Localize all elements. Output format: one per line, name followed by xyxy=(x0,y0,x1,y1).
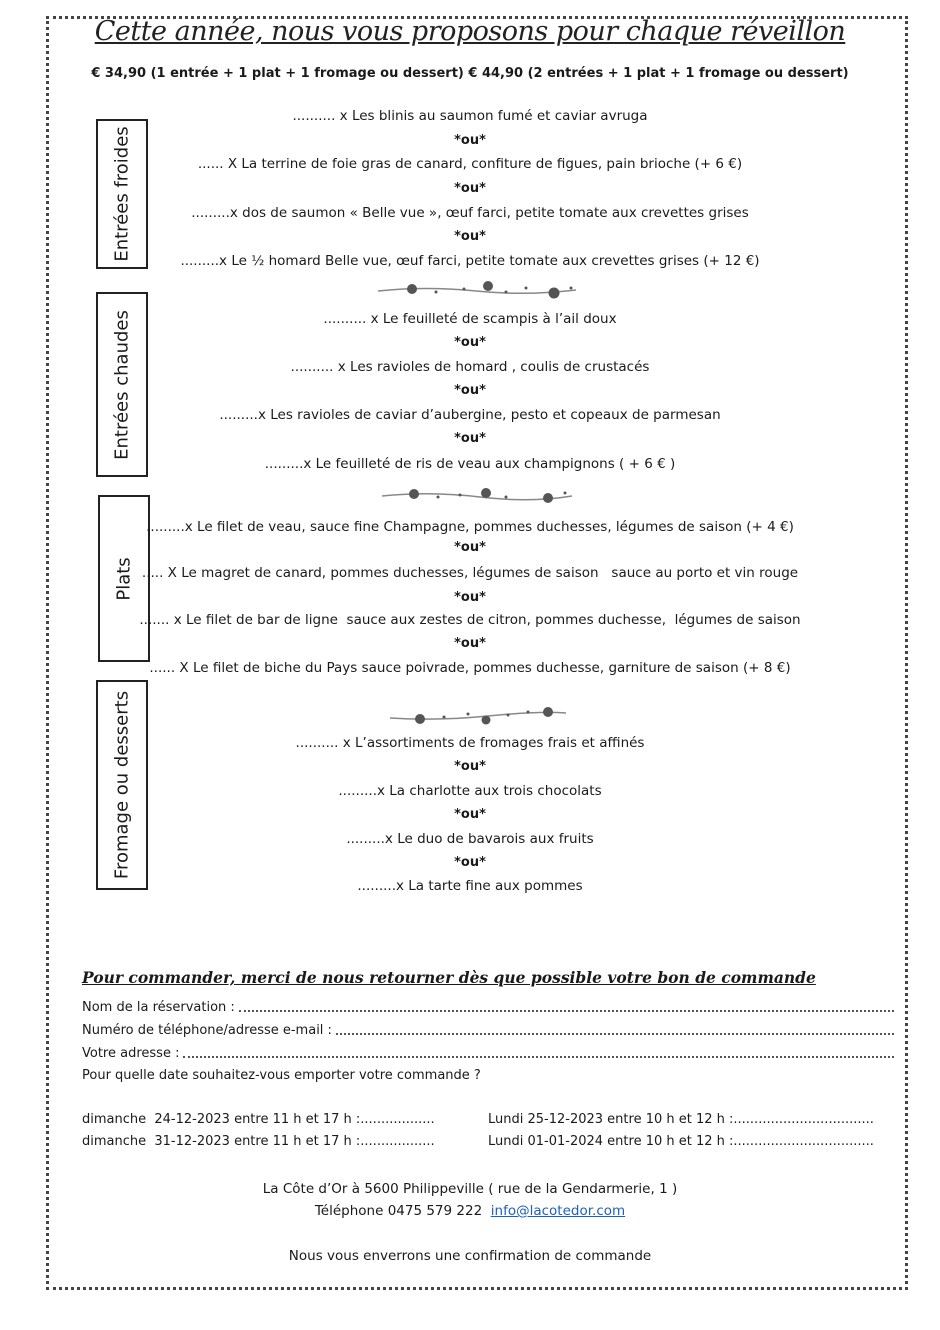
field-label: Nom de la réservation : xyxy=(82,1000,235,1015)
order-heading: Pour commander, merci de nous retourner dès que possible votre bon de commande xyxy=(82,968,816,987)
or-separator: *ou* xyxy=(454,590,486,605)
fill-line[interactable] xyxy=(336,1032,894,1035)
menu-item: ...... X Le filet de biche du Pays sauce poivrade, pommes duchesse, garniture de saison (+ 8 €) xyxy=(149,660,791,676)
or-separator: *ou* xyxy=(454,759,486,774)
menu-item: .........x La tarte fine aux pommes xyxy=(357,878,583,894)
menu-item: .........x Le duo de bavarois aux fruits xyxy=(346,831,594,847)
fill-line[interactable] xyxy=(239,1009,894,1012)
ornament-divider xyxy=(376,280,581,302)
confirmation-note: Nous vous enverrons une confirmation de commande xyxy=(288,1248,652,1264)
date-option-25-12[interactable]: Lundi 25-12-2023 entre 10 h et 12 h :.................................. xyxy=(488,1112,874,1127)
or-separator: *ou* xyxy=(454,181,486,196)
menu-item: .......... x L’assortiments de fromages frais et affinés xyxy=(295,735,645,751)
reservation-name-field[interactable] xyxy=(82,1000,894,1015)
footer-contact xyxy=(0,1203,940,1219)
or-separator: *ou* xyxy=(454,383,486,398)
ornament-divider xyxy=(388,703,568,727)
section-label-plats: Plats xyxy=(98,495,150,662)
address-field[interactable] xyxy=(82,1046,894,1061)
or-separator: *ou* xyxy=(454,335,486,350)
menu-item: .......... x Les ravioles de homard , coulis de crustacés xyxy=(290,359,650,375)
phone-text: Téléphone 0475 579 222 xyxy=(314,1203,483,1219)
section-label-entrees-chaudes: Entrées chaudes xyxy=(96,292,148,477)
date-option-24-12[interactable]: dimanche 24-12-2023 entre 11 h et 17 h :.................. xyxy=(82,1112,435,1127)
menu-item: .........x La charlotte aux trois chocolats xyxy=(338,783,602,799)
menu-item: .........x Le ½ homard Belle vue, œuf farci, petite tomate aux crevettes grises (+ 12 €) xyxy=(180,253,760,269)
menu-item: ....... x Le filet de bar de ligne sauce aux zestes de citron, pommes duchesse, légumes de saison xyxy=(139,612,801,628)
or-separator: *ou* xyxy=(454,431,486,446)
menu-item: ..... X Le magret de canard, pommes duchesses, légumes de saison sauce au porto et vin rouge xyxy=(141,565,799,581)
menu-item: .........x dos de saumon « Belle vue », œuf farci, petite tomate aux crevettes grises xyxy=(191,205,749,221)
menu-item: .......... x Le feuilleté de scampis à l’ail doux xyxy=(323,311,617,327)
menu-item: .......... x Les blinis au saumon fumé et caviar avruga xyxy=(292,108,648,124)
section-label-fromage-desserts: Fromage ou desserts xyxy=(96,680,148,890)
email-link[interactable]: info@lacotedor.com xyxy=(490,1203,626,1219)
or-separator: *ou* xyxy=(454,855,486,870)
field-label: Votre adresse : xyxy=(82,1046,180,1061)
footer-address: La Côte d’Or à 5600 Philippeville ( rue de la Gendarmerie, 1 ) xyxy=(262,1181,678,1197)
or-separator: *ou* xyxy=(454,636,486,651)
menu-item: .........x Les ravioles de caviar d’aubergine, pesto et copeaux de parmesan xyxy=(219,407,721,423)
menu-item: .........x Le filet de veau, sauce fine Champagne, pommes duchesses, légumes de saison (+ 4 €) xyxy=(146,519,794,535)
menu-item: ...... X La terrine de foie gras de canard, confiture de figues, pain brioche (+ 6 €) xyxy=(197,156,743,172)
or-separator: *ou* xyxy=(454,807,486,822)
or-separator: *ou* xyxy=(454,133,486,148)
date-option-31-12[interactable]: dimanche 31-12-2023 entre 11 h et 17 h :.................. xyxy=(82,1134,435,1149)
page-title: Cette année, nous vous proposons pour chaque réveillon xyxy=(94,16,846,47)
section-label-entrees-froides: Entrées froides xyxy=(96,119,148,269)
ornament-divider xyxy=(380,485,575,507)
or-separator: *ou* xyxy=(454,540,486,555)
or-separator: *ou* xyxy=(454,229,486,244)
fill-line[interactable] xyxy=(183,1055,894,1058)
menu-item: .........x Le feuilleté de ris de veau aux champignons ( + 6 € ) xyxy=(264,456,676,472)
field-label: Numéro de téléphone/adresse e-mail : xyxy=(82,1023,332,1038)
date-option-01-01[interactable]: Lundi 01-01-2024 entre 10 h et 12 h :.................................. xyxy=(488,1134,874,1149)
date-question: Pour quelle date souhaitez-vous emporter votre commande ? xyxy=(82,1068,481,1083)
price-line: € 34,90 (1 entrée + 1 plat + 1 fromage ou dessert) € 44,90 (2 entrées + 1 plat + 1 fromage ou dessert) xyxy=(91,66,849,81)
contact-field[interactable] xyxy=(82,1023,894,1038)
